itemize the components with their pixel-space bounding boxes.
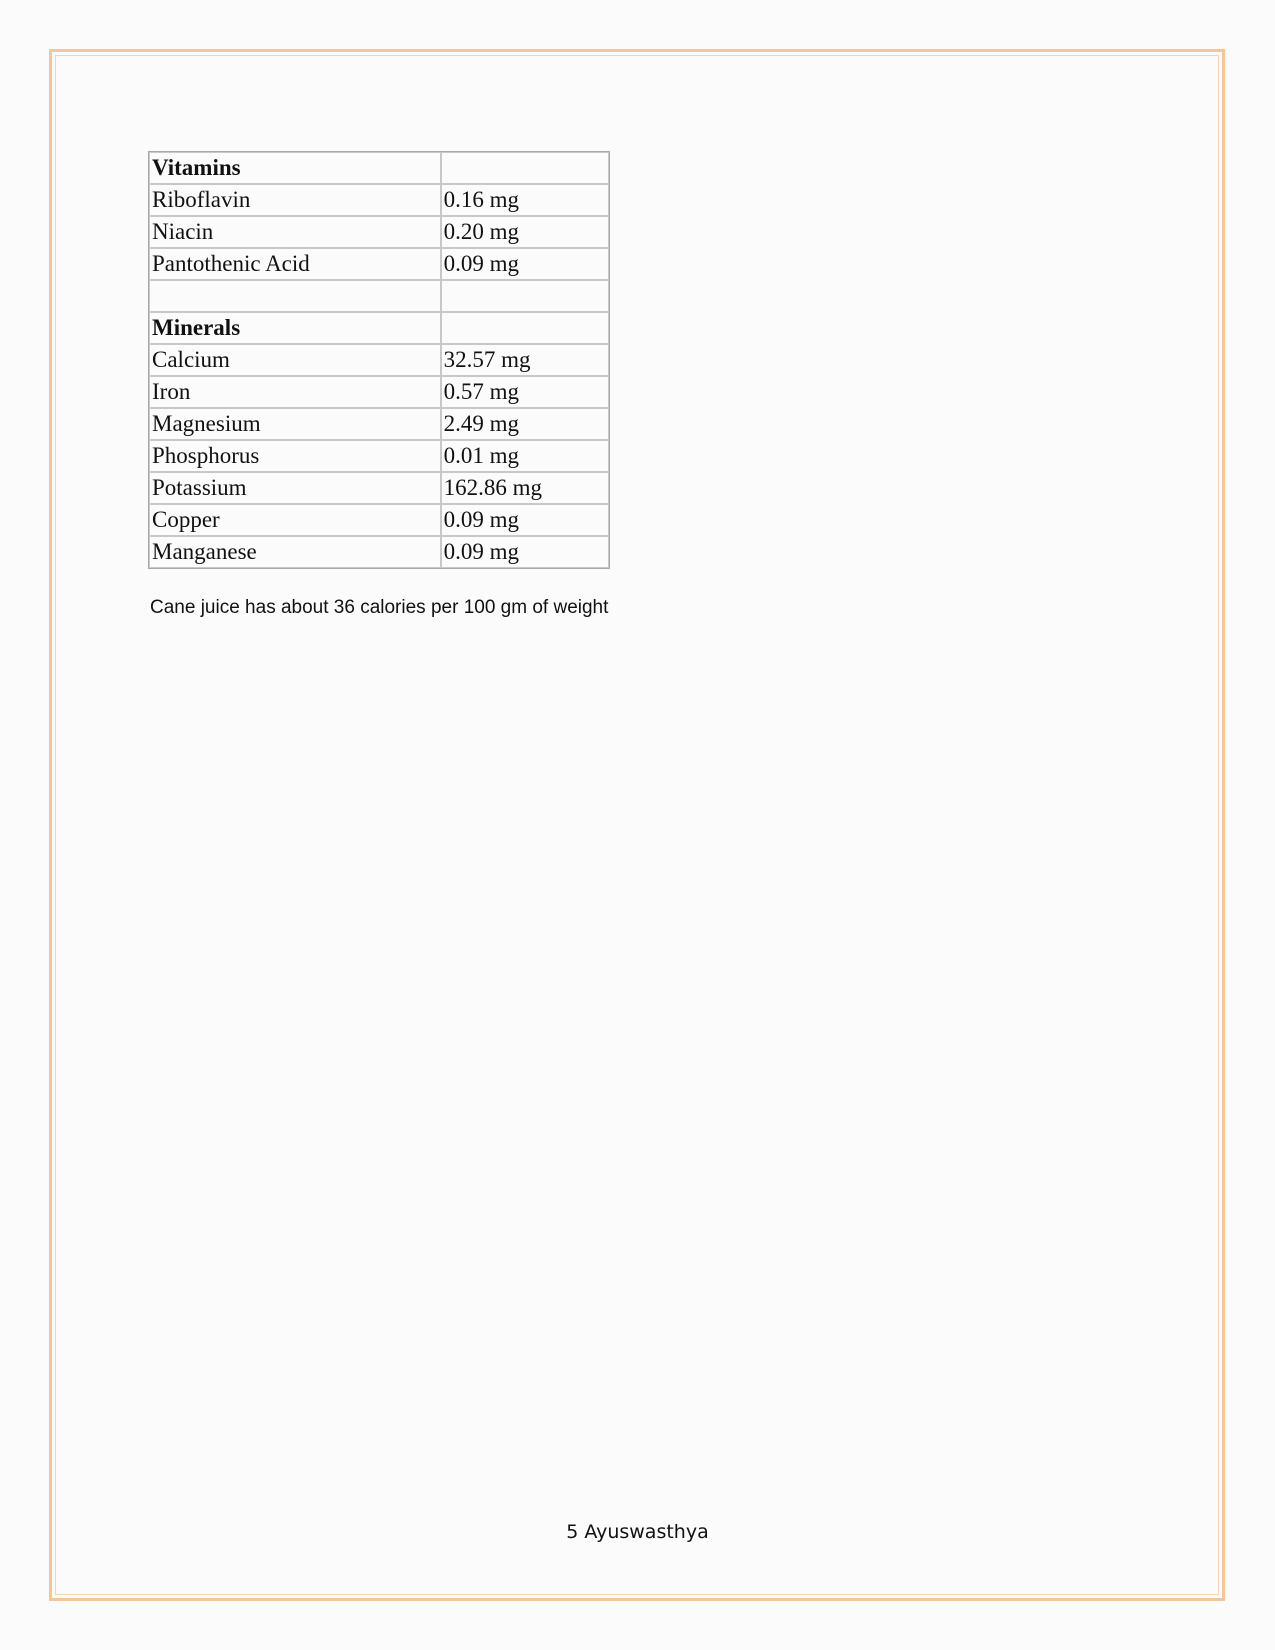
table-cell-value [441,280,609,312]
table-cell-value: 0.20 mg [441,216,609,248]
table-row [149,184,609,216]
calorie-note: Cane juice has about 36 calories per 100 gm of weight [150,597,609,618]
table-row [149,152,609,184]
table-cell-nutrient: Iron [149,376,441,408]
table-cell-value: 0.09 mg [441,504,609,536]
table-cell-value: 0.09 mg [441,248,609,280]
page-footer: 5 Ayuswasthya [566,1521,709,1543]
table-cell-nutrient: Manganese [149,536,441,568]
table-cell-nutrient: Pantothenic Acid [149,248,441,280]
nutrition-table-body [149,152,609,568]
table-cell-nutrient: Calcium [149,344,441,376]
table-row [149,312,609,344]
table-row-empty [149,280,609,312]
table-cell-value: 2.49 mg [441,408,609,440]
table-row [149,440,609,472]
table-cell-nutrient: Copper [149,504,441,536]
table-row [149,376,609,408]
table-row [149,344,609,376]
table-cell-value [441,152,609,184]
section-header-minerals: Minerals [149,312,441,344]
table-cell-value [441,312,609,344]
table-cell-value: 32.57 mg [441,344,609,376]
table-cell-value: 0.09 mg [441,536,609,568]
table-cell-value: 0.57 mg [441,376,609,408]
table-cell-nutrient [149,280,441,312]
table-cell-nutrient: Riboflavin [149,184,441,216]
table-cell-nutrient: Magnesium [149,408,441,440]
table-row [149,408,609,440]
table-row [149,216,609,248]
table-row [149,504,609,536]
table-cell-value: 162.86 mg [441,472,609,504]
table-cell-nutrient: Phosphorus [149,440,441,472]
table-row [149,536,609,568]
table-row [149,472,609,504]
table-row [149,248,609,280]
section-header-vitamins: Vitamins [149,152,441,184]
table-cell-value: 0.01 mg [441,440,609,472]
nutrition-table [148,151,610,569]
table-cell-value: 0.16 mg [441,184,609,216]
table-cell-nutrient: Niacin [149,216,441,248]
table-cell-nutrient: Potassium [149,472,441,504]
